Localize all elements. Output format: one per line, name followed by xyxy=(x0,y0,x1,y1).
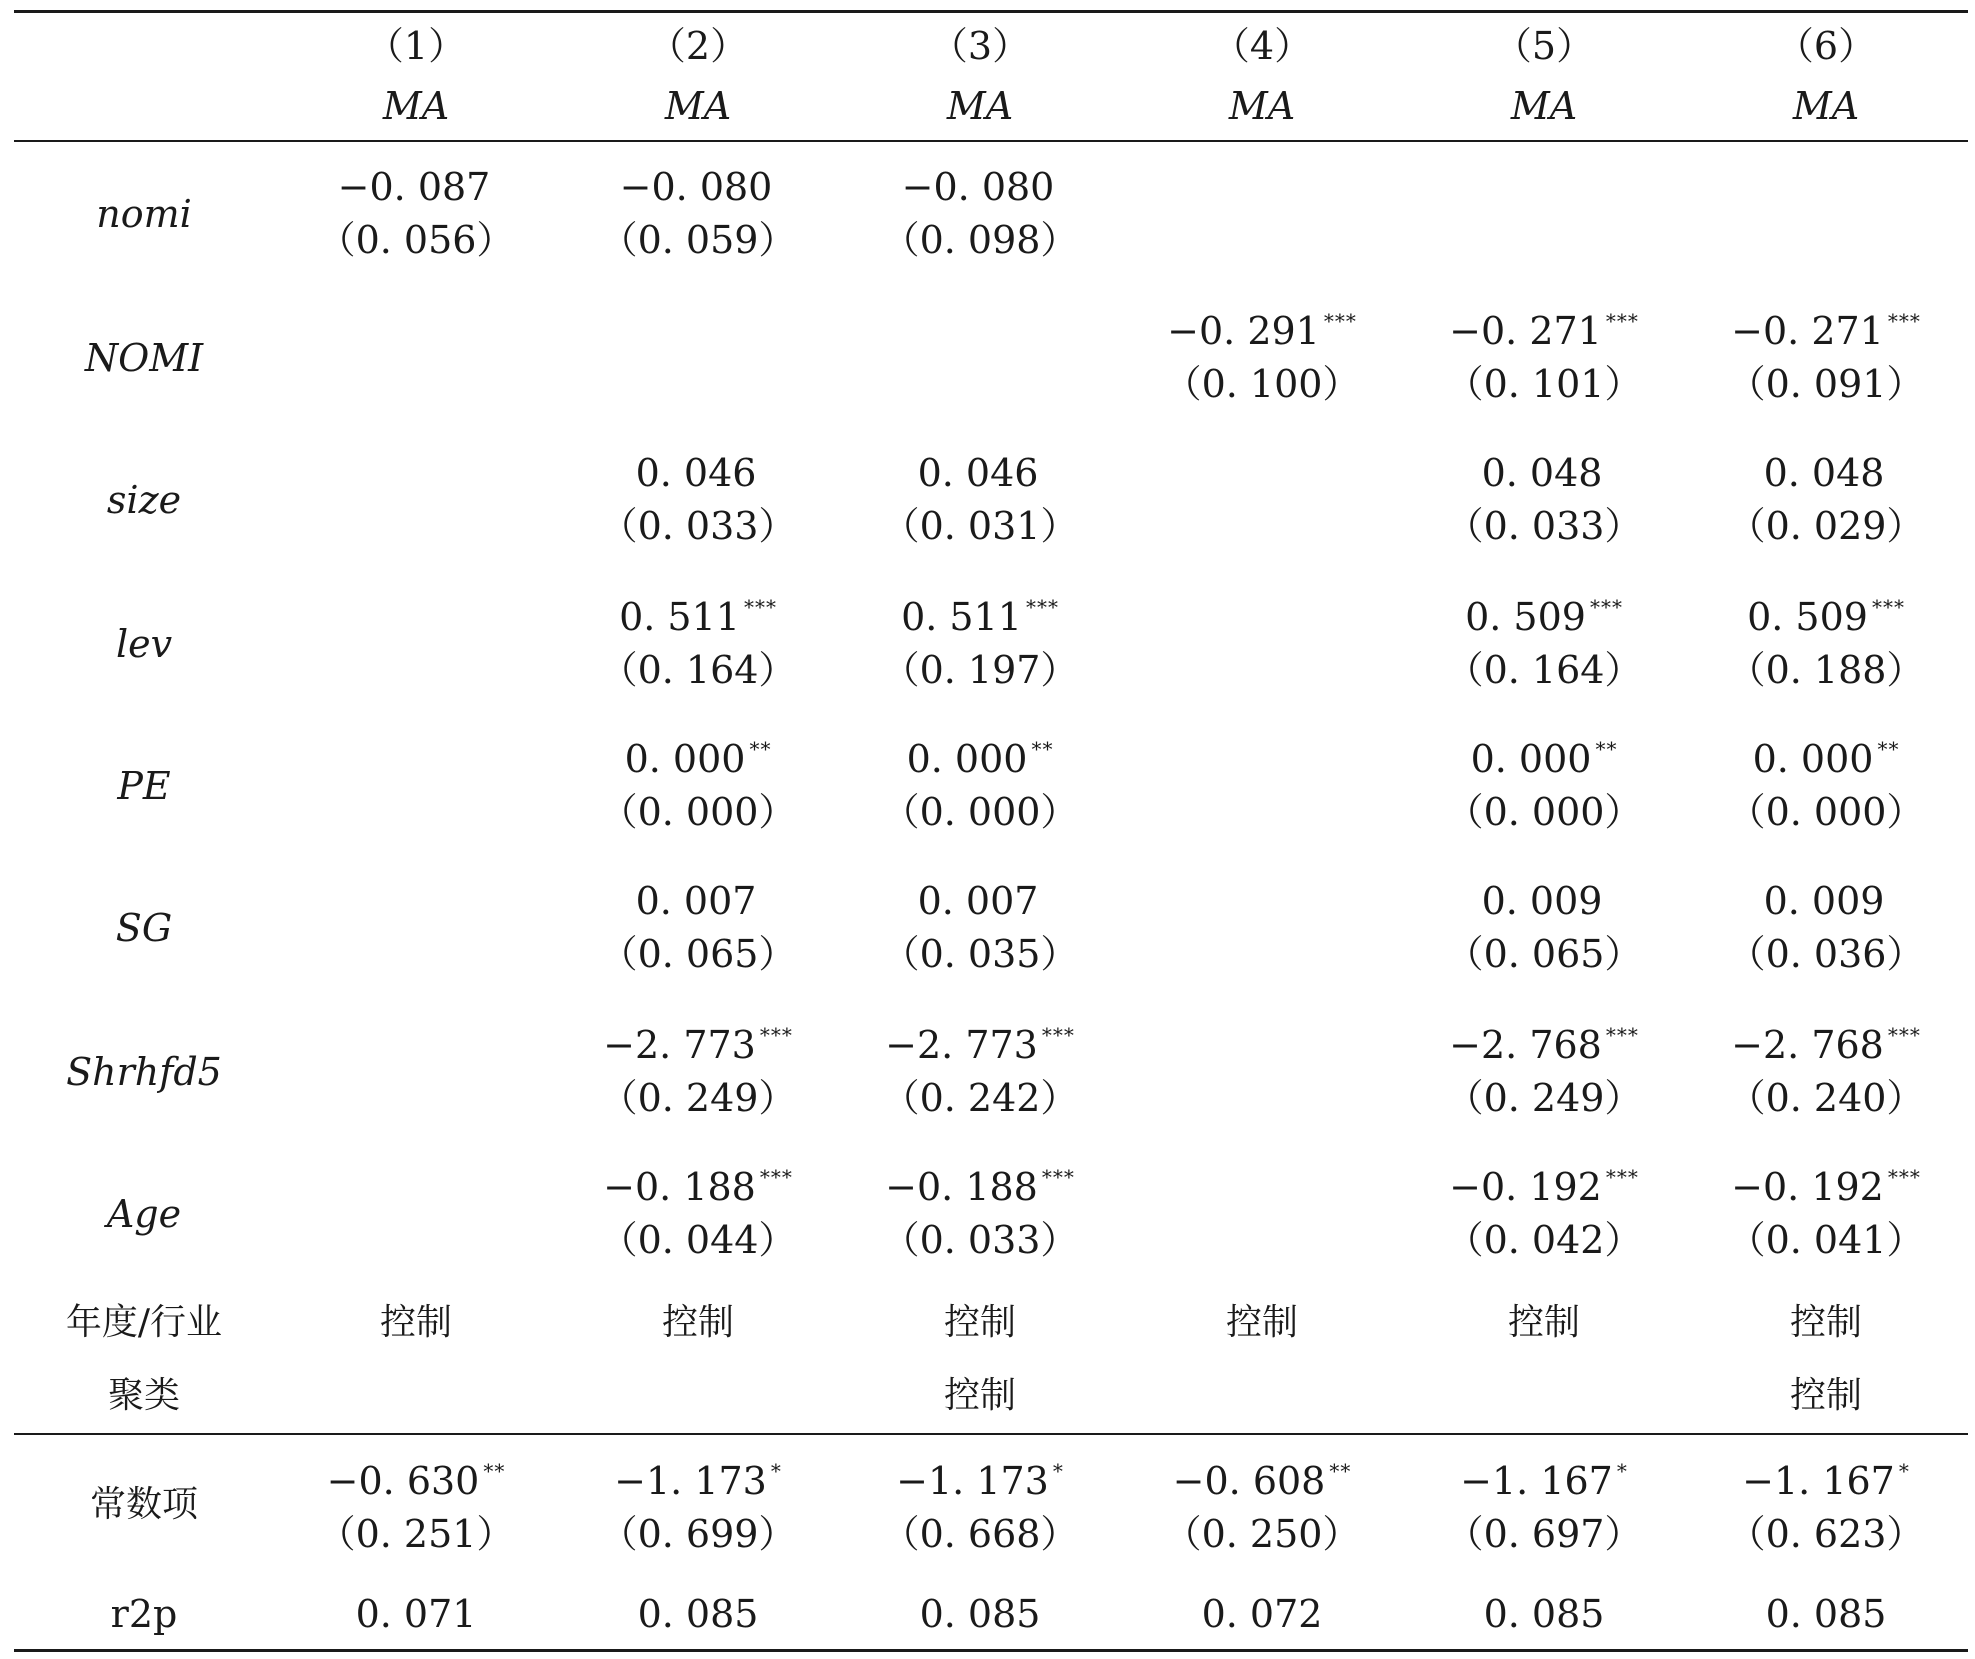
coefficient-cell xyxy=(1752,737,1900,781)
row-label: size xyxy=(106,478,182,522)
standard-error-cell: （0. 000） xyxy=(599,790,797,834)
coefficient-value: −2. 773 xyxy=(885,1023,1038,1067)
coefficient-cell xyxy=(1731,309,1921,353)
standard-error-cell: （0. 031） xyxy=(881,504,1079,548)
significance-stars: *** xyxy=(1887,1023,1921,1047)
coefficient-value: −1. 173 xyxy=(614,1459,767,1503)
coefficient-value: −0. 291 xyxy=(1167,309,1320,353)
coefficient-cell xyxy=(603,1023,793,1067)
standard-error-cell: （0. 065） xyxy=(599,932,797,976)
column-number: （1） xyxy=(365,24,467,68)
significance-stars: *** xyxy=(1871,595,1905,619)
column-number: （6） xyxy=(1775,24,1877,68)
row-label: Shrhfd5 xyxy=(66,1050,222,1094)
significance-stars: *** xyxy=(759,1165,793,1189)
coefficient-cell xyxy=(1470,737,1618,781)
significance-stars: ** xyxy=(1329,1459,1352,1483)
control-indicator: 控制 xyxy=(943,1375,1017,1416)
coefficient-value: −0. 080 xyxy=(619,165,773,209)
significance-stars: *** xyxy=(1605,1023,1639,1047)
coefficient-value: 0. 046 xyxy=(917,451,1039,495)
standard-error-cell: （0. 240） xyxy=(1727,1076,1925,1120)
constant-row-label: 常数项 xyxy=(89,1484,199,1525)
significance-stars: ** xyxy=(749,737,772,761)
significance-stars: ** xyxy=(1031,737,1054,761)
column-dependent-var: MA xyxy=(664,84,732,128)
standard-error-cell: （0. 035） xyxy=(881,932,1079,976)
coefficient-cell xyxy=(1763,451,1889,495)
standard-error-cell: （0. 242） xyxy=(881,1076,1079,1120)
coefficient-cell xyxy=(1763,879,1889,923)
control-indicator: 控制 xyxy=(1225,1302,1299,1343)
coefficient-cell xyxy=(1449,1023,1639,1067)
coefficient-cell xyxy=(337,165,495,209)
standard-error-cell: （0. 056） xyxy=(317,218,515,262)
significance-stars: ** xyxy=(1595,737,1618,761)
standard-error-cell: （0. 164） xyxy=(1445,648,1643,692)
significance-stars: *** xyxy=(743,595,777,619)
control-indicator: 控制 xyxy=(943,1302,1017,1343)
constant-standard-error: （0. 251） xyxy=(317,1512,515,1556)
coefficient-value: 0. 000 xyxy=(624,737,746,781)
standard-error-cell: （0. 098） xyxy=(881,218,1079,262)
standard-error-cell: （0. 059） xyxy=(599,218,797,262)
standard-error-cell: （0. 044） xyxy=(599,1218,797,1262)
constant-coefficient xyxy=(896,1459,1064,1503)
constant-coefficient xyxy=(326,1459,506,1503)
control-indicator: 控制 xyxy=(1789,1375,1863,1416)
standard-error-cell: （0. 197） xyxy=(881,648,1079,692)
coefficient-value: −0. 080 xyxy=(901,165,1055,209)
standard-error-cell: （0. 041） xyxy=(1727,1218,1925,1262)
coefficient-value: −0. 087 xyxy=(337,165,491,209)
standard-error-cell: （0. 036） xyxy=(1727,932,1925,976)
coefficient-value: 0. 007 xyxy=(917,879,1039,923)
standard-error-cell: （0. 000） xyxy=(1727,790,1925,834)
coefficient-cell xyxy=(1747,595,1905,639)
standard-error-cell: （0. 065） xyxy=(1445,932,1643,976)
top-rule xyxy=(14,10,1968,13)
coefficient-cell xyxy=(917,451,1043,495)
standard-error-cell: （0. 249） xyxy=(1445,1076,1643,1120)
standard-error-cell: （0. 164） xyxy=(599,648,797,692)
standard-error-cell: （0. 249） xyxy=(599,1076,797,1120)
coefficient-value: −0. 192 xyxy=(1449,1165,1602,1209)
coefficient-cell xyxy=(1731,1165,1921,1209)
coefficient-value: −2. 768 xyxy=(1449,1023,1602,1067)
coefficient-value: −0. 192 xyxy=(1731,1165,1884,1209)
coefficient-cell xyxy=(1465,595,1623,639)
r2p-row-label: r2p xyxy=(110,1592,178,1636)
coefficient-value: −2. 773 xyxy=(603,1023,756,1067)
header-rule xyxy=(14,140,1968,142)
constant-coefficient xyxy=(1172,1459,1352,1503)
coefficient-value: 0. 509 xyxy=(1747,595,1868,639)
column-number: （4） xyxy=(1211,24,1313,68)
coefficient-value: −0. 188 xyxy=(885,1165,1038,1209)
constant-coefficient xyxy=(1460,1459,1628,1503)
coefficient-cell xyxy=(619,595,777,639)
coefficient-cell xyxy=(1731,1023,1921,1067)
control-indicator: 控制 xyxy=(1507,1302,1581,1343)
coefficient-cell xyxy=(1449,1165,1639,1209)
coefficient-cell xyxy=(906,737,1054,781)
coefficient-cell xyxy=(624,737,772,781)
coefficient-value: 0. 009 xyxy=(1763,879,1885,923)
significance-stars: ** xyxy=(483,1459,506,1483)
significance-stars: *** xyxy=(1589,595,1623,619)
significance-stars: *** xyxy=(1605,1165,1639,1189)
standard-error-cell: （0. 100） xyxy=(1163,362,1361,406)
constant-coefficient xyxy=(1742,1459,1910,1503)
significance-stars: * xyxy=(1052,1459,1064,1483)
coefficient-value: 0. 000 xyxy=(906,737,1028,781)
row-label: SG xyxy=(115,906,173,950)
coefficient-value: 0. 007 xyxy=(635,879,757,923)
standard-error-cell: （0. 029） xyxy=(1727,504,1925,548)
standard-error-cell: （0. 091） xyxy=(1727,362,1925,406)
bottom-rule xyxy=(14,1649,1968,1652)
coefficient-value: −0. 188 xyxy=(603,1165,756,1209)
coefficient-cell xyxy=(917,879,1043,923)
constant-standard-error: （0. 668） xyxy=(881,1512,1079,1556)
coefficient-cell xyxy=(901,595,1059,639)
significance-stars: *** xyxy=(1887,309,1921,333)
mid-rule xyxy=(14,1433,1968,1435)
coefficient-cell xyxy=(619,165,777,209)
constant-standard-error: （0. 697） xyxy=(1445,1512,1643,1556)
column-dependent-var: MA xyxy=(1510,84,1578,128)
coefficient-cell xyxy=(885,1023,1075,1067)
coefficient-value: −1. 173 xyxy=(896,1459,1049,1503)
coefficient-cell xyxy=(1481,879,1607,923)
control-indicator: 控制 xyxy=(661,1302,735,1343)
column-number: （2） xyxy=(647,24,749,68)
r2p-value: 0. 072 xyxy=(1201,1592,1323,1636)
column-number: （3） xyxy=(929,24,1031,68)
constant-standard-error: （0. 623） xyxy=(1727,1512,1925,1556)
row-label: Age xyxy=(106,1192,182,1236)
coefficient-value: 0. 048 xyxy=(1763,451,1885,495)
significance-stars: *** xyxy=(1041,1165,1075,1189)
significance-stars: *** xyxy=(1605,309,1639,333)
r2p-value: 0. 085 xyxy=(637,1592,759,1636)
coefficient-cell xyxy=(1449,309,1639,353)
coefficient-value: 0. 511 xyxy=(619,595,740,639)
coefficient-cell xyxy=(635,451,761,495)
r2p-value: 0. 085 xyxy=(1765,1592,1887,1636)
standard-error-cell: （0. 033） xyxy=(881,1218,1079,1262)
coefficient-value: 0. 511 xyxy=(901,595,1022,639)
column-dependent-var: MA xyxy=(1792,84,1860,128)
standard-error-cell: （0. 033） xyxy=(599,504,797,548)
constant-coefficient xyxy=(614,1459,782,1503)
r2p-value: 0. 071 xyxy=(355,1592,477,1636)
row-label: nomi xyxy=(96,192,192,236)
r2p-value: 0. 085 xyxy=(919,1592,1041,1636)
row-label: PE xyxy=(117,764,171,808)
significance-stars: *** xyxy=(1323,309,1357,333)
control-indicator: 控制 xyxy=(379,1302,453,1343)
standard-error-cell: （0. 000） xyxy=(1445,790,1643,834)
coefficient-value: −1. 167 xyxy=(1460,1459,1613,1503)
coefficient-value: −0. 271 xyxy=(1449,309,1602,353)
significance-stars: ** xyxy=(1877,737,1900,761)
coefficient-cell xyxy=(635,879,761,923)
significance-stars: * xyxy=(1898,1459,1910,1483)
significance-stars: *** xyxy=(1887,1165,1921,1189)
constant-standard-error: （0. 250） xyxy=(1163,1512,1361,1556)
coefficient-value: −1. 167 xyxy=(1742,1459,1895,1503)
significance-stars: *** xyxy=(1041,1023,1075,1047)
coefficient-value: 0. 009 xyxy=(1481,879,1603,923)
row-label: NOMI xyxy=(84,336,204,380)
significance-stars: *** xyxy=(1025,595,1059,619)
column-dependent-var: MA xyxy=(382,84,450,128)
standard-error-cell: （0. 188） xyxy=(1727,648,1925,692)
control-row-label: 年度/行业 xyxy=(65,1302,223,1343)
coefficient-value: 0. 046 xyxy=(635,451,757,495)
column-dependent-var: MA xyxy=(1228,84,1296,128)
coefficient-value: −2. 768 xyxy=(1731,1023,1884,1067)
column-dependent-var: MA xyxy=(946,84,1014,128)
coefficient-value: 0. 000 xyxy=(1470,737,1592,781)
significance-stars: * xyxy=(770,1459,782,1483)
coefficient-cell xyxy=(603,1165,793,1209)
coefficient-cell xyxy=(901,165,1059,209)
coefficient-cell xyxy=(1481,451,1607,495)
coefficient-cell xyxy=(1167,309,1357,353)
coefficient-value: −0. 271 xyxy=(1731,309,1884,353)
control-indicator: 控制 xyxy=(1789,1302,1863,1343)
significance-stars: * xyxy=(1616,1459,1628,1483)
r2p-value: 0. 085 xyxy=(1483,1592,1605,1636)
coefficient-value: −0. 630 xyxy=(326,1459,480,1503)
control-row-label: 聚类 xyxy=(107,1375,181,1416)
coefficient-value: 0. 000 xyxy=(1752,737,1874,781)
standard-error-cell: （0. 000） xyxy=(881,790,1079,834)
coefficient-value: 0. 509 xyxy=(1465,595,1586,639)
standard-error-cell: （0. 101） xyxy=(1445,362,1643,406)
significance-stars: *** xyxy=(759,1023,793,1047)
coefficient-value: −0. 608 xyxy=(1172,1459,1326,1503)
coefficient-value: 0. 048 xyxy=(1481,451,1603,495)
column-number: （5） xyxy=(1493,24,1595,68)
standard-error-cell: （0. 042） xyxy=(1445,1218,1643,1262)
row-label: lev xyxy=(115,622,173,666)
standard-error-cell: （0. 033） xyxy=(1445,504,1643,548)
coefficient-cell xyxy=(885,1165,1075,1209)
constant-standard-error: （0. 699） xyxy=(599,1512,797,1556)
